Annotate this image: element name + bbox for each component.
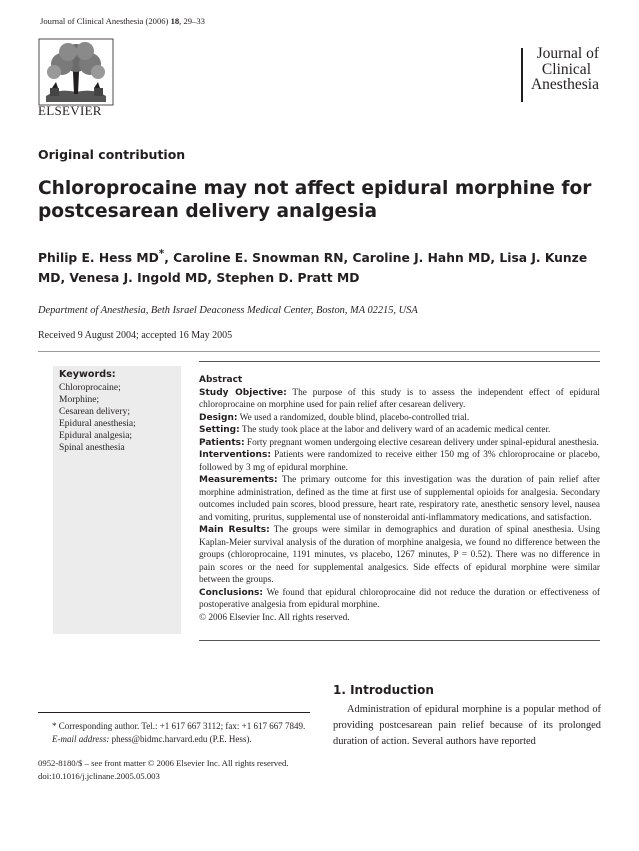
issn-line: 0952-8180/$ – see front matter © 2006 Elsevier Inc. All rights reserved. <box>38 758 289 768</box>
abstract-bottom-rule <box>199 640 600 641</box>
doi-link[interactable]: doi:10.1016/j.jclinane.2005.05.003 <box>38 771 160 781</box>
journal-logo <box>531 46 599 93</box>
abstract-section: Conclusions: We found that epidural chloroprocaine did not reduce the duration or effectiveness of postoperative analgesia from epidural morphine. <box>199 587 600 610</box>
abstract-section: Patients: Forty pregnant women undergoing elective cesarean delivery under spinal-epidural anesthesia. <box>199 437 599 448</box>
corresponding-author-marker[interactable]: * <box>158 248 165 260</box>
keywords-list <box>53 382 181 454</box>
keyword-item: Morphine; <box>59 395 100 405</box>
abstract-section: Measurements: The primary outcome for this investigation was the duration of pain relief after morphine administration, defined as the time at first use of supplemental opioids for analgesia. Secondary outcomes included pain scores, blood pressure, heart rate, respiratory rate, anesthetic sensory level, nausea and vomiting, pruritus, supplemental use of nonsteroidal anti-inflammatory medications, and satisfaction. <box>199 475 600 523</box>
abstract-section: Study Objective: The purpose of this study is to assess the independent effect of epidural chloroprocaine on morphine used for pain relief after cesarean delivery. <box>199 387 600 410</box>
keyword-item: Spinal anesthesia <box>59 443 125 453</box>
header-divider <box>38 351 600 352</box>
abstract-section: Setting: The study took place at the labor and delivery ward of an academic medical center. <box>199 425 551 435</box>
keyword-item: Chloroprocaine; <box>59 383 121 393</box>
abstract-section: Main Results: The groups were similar in demographics and duration of spinal anesthesia. Using Kaplan-Meier survival analysis of the duration of morphine analgesia, we found no difference between the groups (chloroprocaine, 1191 minutes, vs placebo, 1267 minutes, P = 0.52). There was no difference in pain scores or the need for supplemental analgesics. Side effects of epidural morphine were similar between the groups. <box>199 525 600 585</box>
received-dates: Received 9 August 2004; accepted 16 May 2005 <box>38 330 233 341</box>
abstract <box>199 374 600 624</box>
keywords-title: Keywords: <box>59 369 116 380</box>
article-type: Original contribution <box>38 147 186 162</box>
abstract-section: Interventions: Patients were randomized to receive either 150 mg of 3% chloroprocaine or placebo, followed by 3 mg of epidural morphine. <box>199 450 600 473</box>
keywords-box <box>53 366 181 634</box>
author-list: Philip E. Hess MD*, Caroline E. Snowman RN, Caroline J. Hahn MD, Lisa J. Kunze MD, Venesa J. Ingold MD, Stephen D. Pratt MD <box>38 248 588 286</box>
abstract-title: Abstract <box>199 375 243 385</box>
introduction-paragraph: Administration of epidural morphine is a popular method of providing postcesarean pain relief because of its prolonged duration of action. Several authors have reported <box>333 704 601 747</box>
section-heading-introduction: 1. Introduction <box>333 683 434 697</box>
journal-citation: Journal of Clinical Anesthesia (2006) 18, 29–33 <box>40 16 205 26</box>
email-link[interactable]: phess@bidmc.harvard.edu (P.E. Hess). <box>109 734 252 744</box>
journal-logo-line: Journal of <box>536 45 599 62</box>
abstract-top-rule <box>199 361 600 362</box>
keyword-item: Cesarean delivery; <box>59 407 130 417</box>
keyword-item: Epidural analgesia; <box>59 431 133 441</box>
corresponding-contact: * Corresponding author. Tel.: +1 617 667 3112; fax: +1 617 667 7849. <box>52 721 306 731</box>
publisher-name: ELSEVIER <box>38 103 102 118</box>
keyword-item: Epidural anesthesia; <box>59 419 136 429</box>
corresponding-author-footnote <box>52 720 310 746</box>
front-matter <box>38 757 289 783</box>
journal-logo-line: Anesthesia <box>530 76 599 93</box>
corresponding-email: E-mail address: phess@bidmc.harvard.edu (P.E. Hess). <box>52 734 252 744</box>
abstract-section: Design: We used a randomized, double blind, placebo-controlled trial. <box>199 412 470 423</box>
copyright: © 2006 Elsevier Inc. All rights reserved. <box>199 612 350 623</box>
footnote-rule <box>38 712 310 713</box>
affiliation: Department of Anesthesia, Beth Israel Deaconess Medical Center, Boston, MA 02215, USA <box>38 305 418 316</box>
article-title: Chloroprocaine may not affect epidural morphine for postcesarean delivery analgesia <box>38 178 592 222</box>
journal-logo-line: Clinical <box>541 60 591 78</box>
